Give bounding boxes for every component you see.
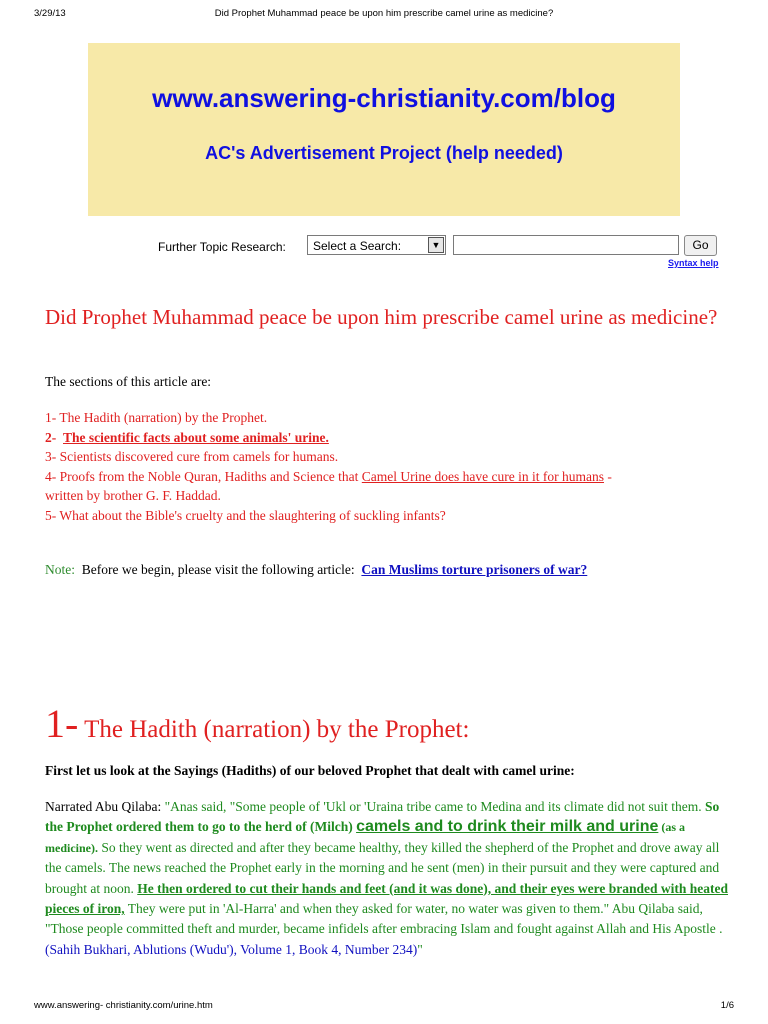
chevron-down-icon[interactable]: ▼ xyxy=(428,237,444,253)
search-type-select[interactable] xyxy=(307,235,446,255)
table-of-contents xyxy=(45,408,725,525)
hadith-text-3: So they went as directed and after they became healthy, they killed the shepherd of the Prophet and drove away all the camels. The news reached the Prophet early in the morning and he sent (men) in their pursuit and they were captured and brought at noon. xyxy=(45,839,720,896)
print-page-title: Did Prophet Muhammad peace be upon him prescribe camel urine as medicine? xyxy=(214,8,554,19)
toc-item-4-dash: - xyxy=(603,468,612,484)
topic-search-bar xyxy=(0,235,768,259)
sections-intro: The sections of this article are: xyxy=(45,374,212,389)
banner-url[interactable]: www.answering-christianity.com/blog xyxy=(152,83,616,113)
banner-subtitle[interactable]: AC's Advertisement Project (help needed) xyxy=(205,143,563,163)
toc-item-4-author: written by brother G. F. Haddad. xyxy=(45,488,221,503)
advertisement-banner[interactable] xyxy=(88,43,680,216)
hadith-text-2: So the Prophet ordered them to go to the herd of (Milch) xyxy=(45,799,720,835)
print-footer xyxy=(0,1000,768,1014)
note-label: Note: xyxy=(45,562,75,577)
section-1-lead: First let us look at the Sayings (Hadiths) of our beloved Prophet that dealt with camel urine: xyxy=(45,763,575,778)
print-page-number: 1/6 xyxy=(720,1000,734,1011)
print-footer-url: www.answering- christianity.com/urine.htm xyxy=(34,1000,213,1011)
section-1-number: 1- xyxy=(45,701,79,746)
toc-item-2-number: 2- xyxy=(45,429,57,445)
hadith-text-medicine: (as a medicine). xyxy=(45,820,686,855)
print-header xyxy=(0,8,768,22)
search-label: Further Topic Research: xyxy=(158,240,286,254)
toc-item-4[interactable] xyxy=(45,467,725,487)
print-date: 3/29/13 xyxy=(34,8,66,19)
hadith-text-4: They were put in 'Al-Harra' and when they asked for water, no water was given to them." Abu Qilaba said, "Those people committed theft and murder, became infidels after embracing Islam and fought against Allah and His Apostle . xyxy=(45,901,723,937)
hadith-text-1: "Anas said, "Some people of 'Ukl or 'Uraina tribe came to Medina and its climate did not suit them. xyxy=(164,799,705,814)
note-paragraph xyxy=(45,562,725,578)
toc-item-4-link[interactable]: Camel Urine does have cure in it for humans xyxy=(361,468,604,484)
toc-item-4-text: 4- Proofs from the Noble Quran, Hadiths and Science that xyxy=(45,468,362,484)
section-1-heading xyxy=(45,700,725,747)
hadith-highlight-milk-urine: camels and to drink their milk and urine xyxy=(356,818,659,836)
toc-item-2[interactable] xyxy=(45,428,725,448)
toc-item-1[interactable]: 1- The Hadith (narration) by the Prophet. xyxy=(45,410,268,425)
note-article-link[interactable]: Can Muslims torture prisoners of war? xyxy=(361,562,588,577)
hadith-reference: (Sahih Bukhari, Ablutions (Wudu'), Volume 1, Book 4, Number 234) xyxy=(45,941,418,957)
section-1-title: The Hadith (narration) by the Prophet: xyxy=(78,716,470,743)
go-button[interactable]: Go xyxy=(684,235,717,256)
article-title: Did Prophet Muhammad peace be upon him prescribe camel urine as medicine? xyxy=(45,305,718,329)
note-text: Before we begin, please visit the following article: xyxy=(75,562,362,577)
toc-item-5[interactable]: 5- What about the Bible's cruelty and the slaughtering of suckling infants? xyxy=(45,507,446,523)
toc-item-3[interactable]: 3- Scientists discovered cure from camels for humans. xyxy=(45,449,339,464)
syntax-help-link[interactable]: Syntax help xyxy=(668,258,719,268)
hadith-highlight-punishment: He then ordered to cut their hands and feet (and it was done), and their eyes were branded with heated pieces of iron, xyxy=(45,880,729,917)
hadith-narrator: Narrated Abu Qilaba: xyxy=(45,799,165,814)
search-input[interactable] xyxy=(453,235,679,255)
hadith-paragraph xyxy=(45,797,735,960)
toc-item-2-link[interactable]: The scientific facts about some animals' urine. xyxy=(63,429,329,445)
hadith-closing-quote: " xyxy=(417,941,423,957)
search-select-value: Select a Search: xyxy=(313,239,402,253)
